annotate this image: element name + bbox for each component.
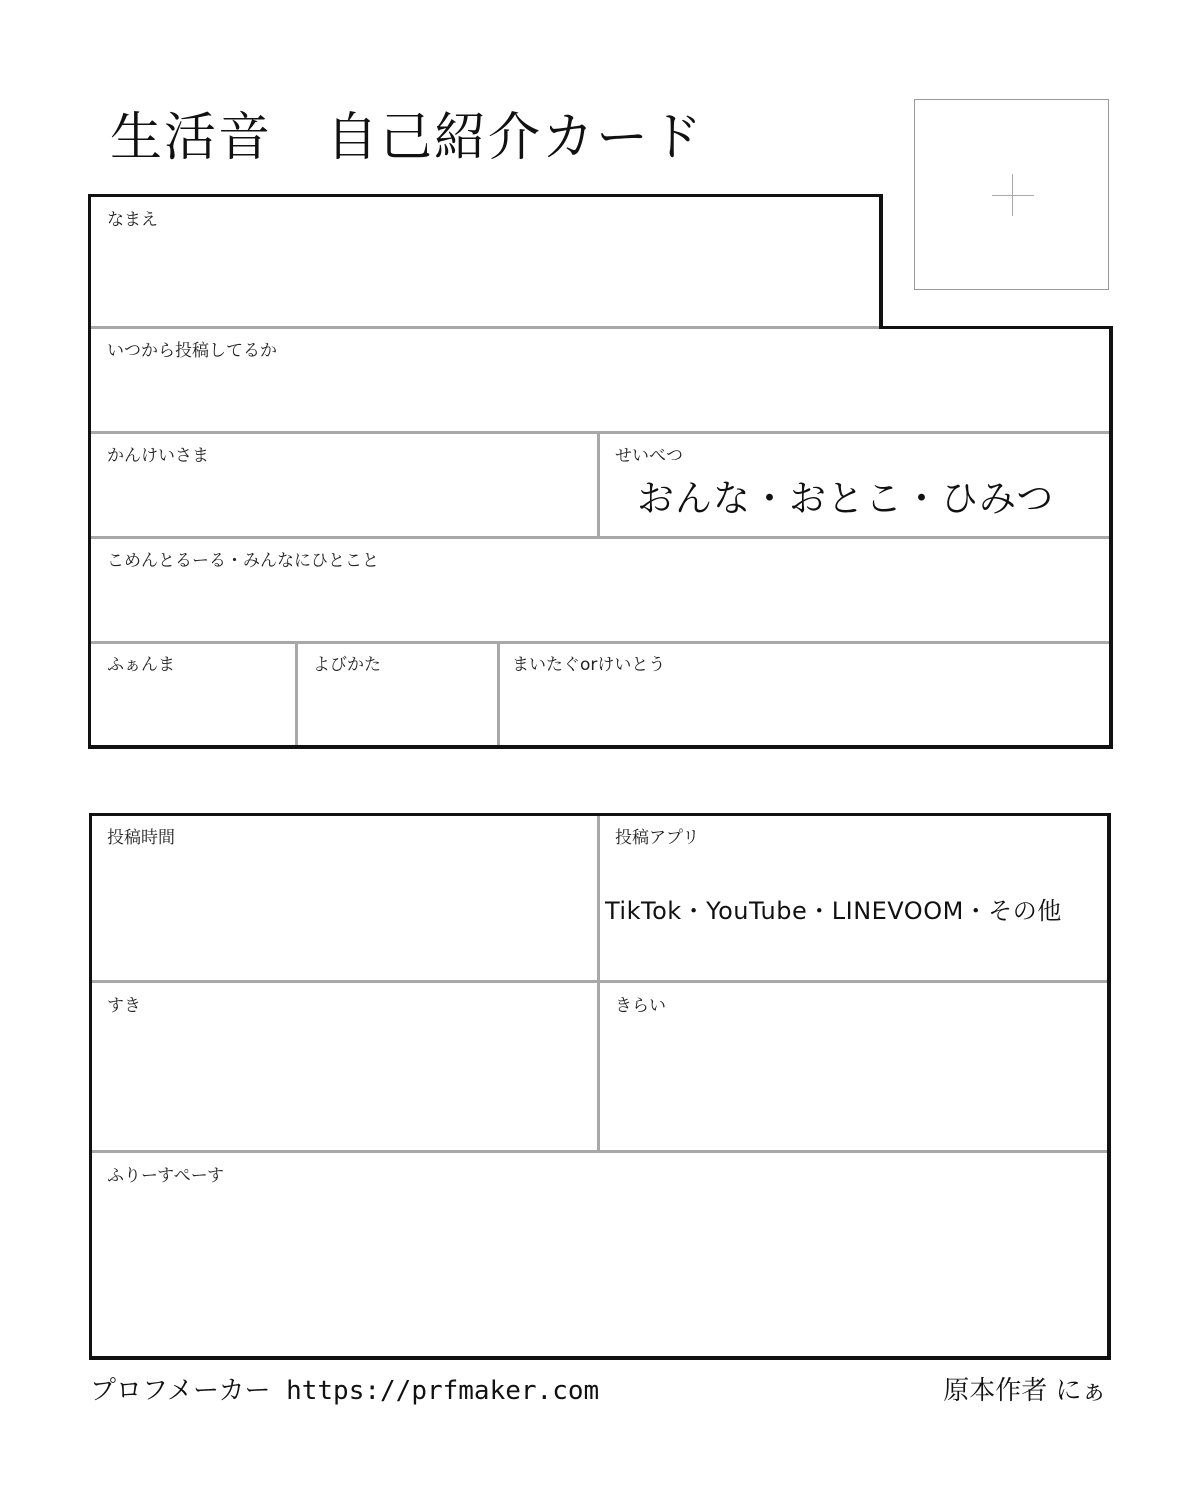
dislikes-label: きらい [615, 996, 666, 1016]
border [88, 745, 1113, 749]
border [89, 1356, 1111, 1360]
relation-label: かんけいさま [107, 446, 209, 466]
free-space-label: ふりーすぺーす [107, 1166, 224, 1186]
divider [91, 326, 880, 329]
my-tag-label: まいたぐorけいとう [512, 655, 666, 675]
border [879, 194, 883, 329]
border [879, 326, 1113, 329]
divider [597, 434, 600, 537]
post-app-label: 投稿アプリ [615, 828, 700, 848]
divider [92, 980, 1108, 983]
footer-author: 原本作者 にぁ [943, 1376, 1107, 1406]
border [1109, 326, 1113, 749]
border [1107, 813, 1111, 1360]
divider [92, 1150, 1108, 1153]
divider [497, 643, 500, 747]
gender-options: おんな・おとこ・ひみつ [637, 477, 1055, 520]
comment-rule-label: こめんとるーる・みんなにひとこと [107, 551, 379, 571]
divider [91, 641, 1110, 644]
border [88, 194, 91, 749]
free-space-field[interactable] [92, 1154, 1107, 1356]
divider [295, 643, 298, 747]
post-time-label: 投稿時間 [107, 828, 175, 848]
name-label: なまえ [107, 210, 158, 230]
name-field[interactable] [91, 197, 879, 326]
photo-upload-box[interactable] [914, 99, 1109, 290]
likes-field[interactable] [92, 984, 597, 1150]
gender-label: せいべつ [615, 446, 683, 466]
footer-maker: プロフメーカー https://prfmaker.com [90, 1376, 600, 1406]
divider [91, 536, 1110, 539]
border [89, 813, 92, 1360]
dislikes-field[interactable] [601, 984, 1107, 1150]
border [88, 194, 883, 197]
post-app-options: TikTok・YouTube・LINEVOOM・その他 [605, 897, 1062, 925]
card-title: 生活音 自己紹介カード [110, 108, 705, 168]
fan-name-label: ふぁんま [107, 655, 175, 675]
divider [597, 816, 600, 1153]
since-label: いつから投稿してるか [107, 341, 277, 361]
border [89, 813, 1111, 816]
likes-label: すき [107, 996, 141, 1016]
nickname-label: よびかた [313, 655, 381, 675]
divider [91, 431, 1110, 434]
